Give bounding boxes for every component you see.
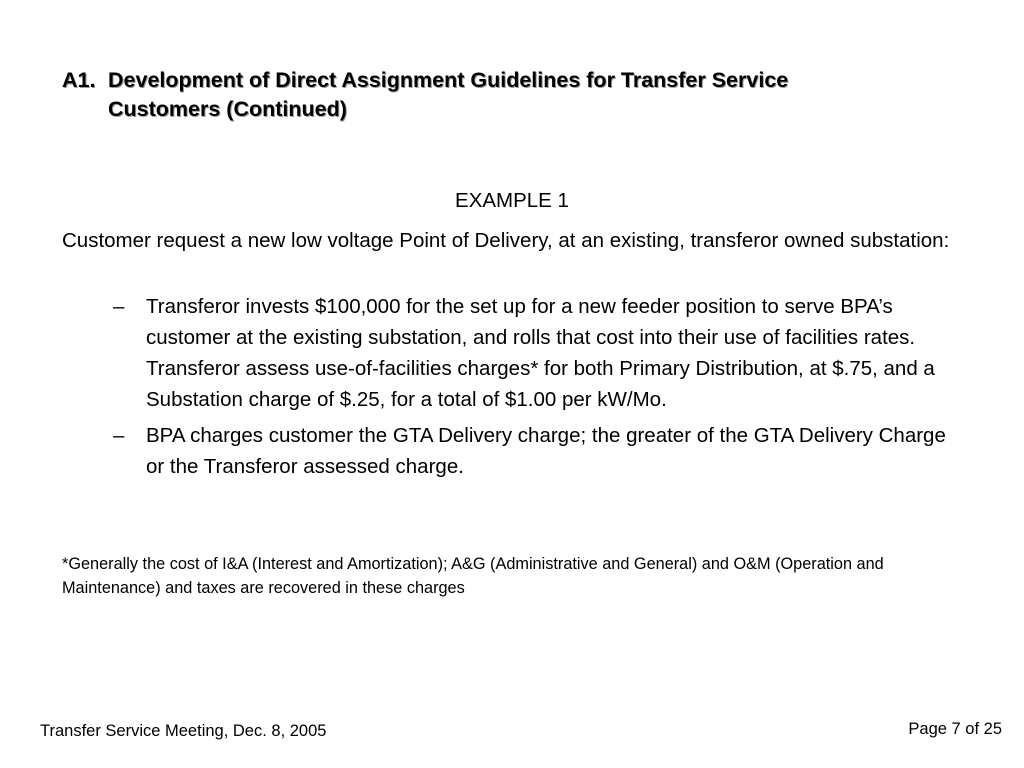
slide-title-line1: Development of Direct Assignment Guidelines for Transfer Service — [108, 68, 789, 92]
list-item — [113, 420, 963, 482]
intro-paragraph: Customer request a new low voltage Point of Delivery, at an existing, transferor owned substation: — [62, 229, 950, 252]
footer-meeting-label: Transfer Service Meeting, Dec. 8, 2005 — [40, 722, 327, 740]
list-item — [113, 291, 963, 415]
slide-title-line2: Customers (Continued) — [108, 97, 347, 121]
footer-page-number: Page 7 of 25 — [908, 720, 1002, 738]
footnote: *Generally the cost of I&A (Interest and Amortization); A&G (Administrative and General) and O&M (Operation and Maintenance) and taxes are recovered in these charges — [62, 555, 884, 597]
slide-title — [62, 66, 962, 124]
bullet-text: BPA charges customer the GTA Delivery charge; the greater of the GTA Delivery Charge or the Transferor assessed charge. — [146, 424, 946, 478]
example-heading: EXAMPLE 1 — [455, 189, 569, 212]
bullet-list — [113, 291, 963, 487]
slide-title-number: A1. — [62, 68, 96, 92]
bullet-dash: – — [113, 424, 125, 447]
bullet-dash: – — [113, 295, 125, 318]
bullet-text: Transferor invests $100,000 for the set up for a new feeder position to serve BPA’s customer at the existing substation, and rolls that cost into their use of facilities rates. Transferor assess use-of-facilities charges* for both Primary Distribution, at $.75, and a Substation charge of $.25, for a total of $1.00 per kW/Mo. — [146, 295, 935, 411]
